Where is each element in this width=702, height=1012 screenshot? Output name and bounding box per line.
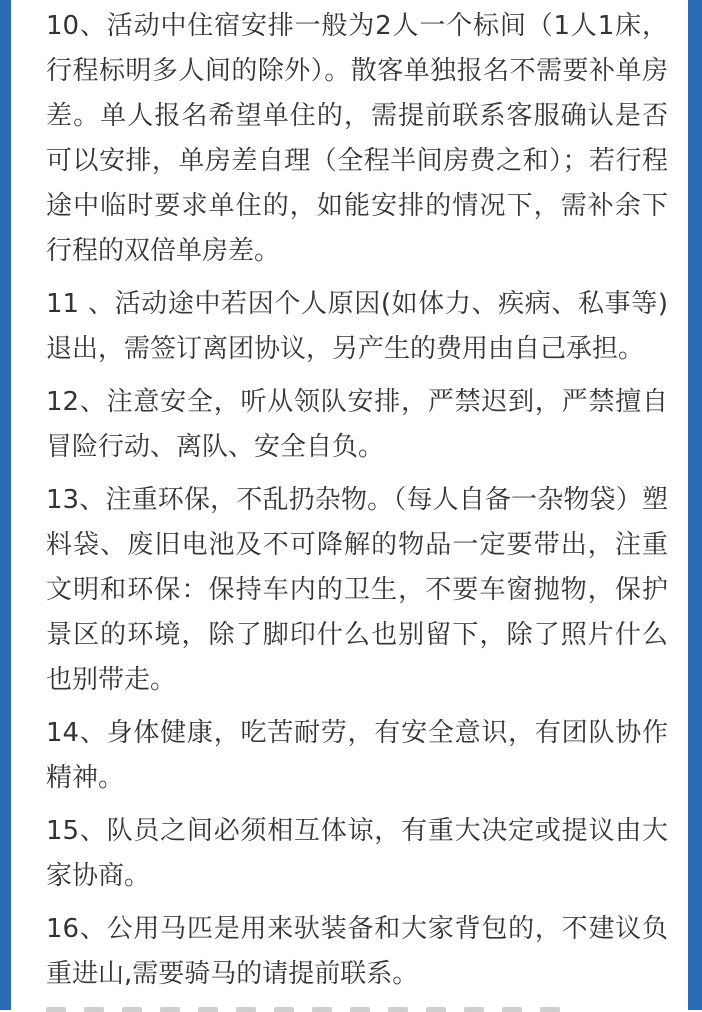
notice-text: 活动中住宿安排一般为2人一个标间（1人1床，行程标明多人间的除外）。散客单独报名不需要补单房差。单人报名希望单住的，需提前联系客服确认是否可以安排，单房差自理（全程半间房费之和）；若行程途中临时要求单住的，如能安排的情况下，需补余下行程的双倍单房差。 [46, 11, 668, 266]
notice-item-15 [46, 809, 668, 899]
notice-item-16 [46, 907, 668, 997]
notice-number: 16、 [46, 914, 107, 944]
notice-number: 12、 [46, 387, 107, 417]
notice-text: 注重环保，不乱扔杂物。（每人自备一杂物袋）塑料袋、废旧电池及不可降解的物品一定要带出，注重文明和环保：保持车内的卫生，不要车窗抛物，保护景区的环境，除了脚印什么也别留下，除了照片什么也别带走。 [46, 485, 668, 695]
notice-text: 身体健康，吃苦耐劳，有安全意识，有团队协作精神。 [46, 718, 668, 793]
notice-item-13 [46, 478, 668, 703]
notice-item-10 [46, 4, 668, 274]
right-blue-border [688, 0, 702, 1010]
left-blue-border [0, 0, 11, 1010]
cut-off-next-line [46, 1000, 606, 1012]
notice-number: 15、 [46, 816, 107, 846]
notice-text: 队员之间必须相互体谅，有重大决定或提议由大家协商。 [46, 816, 668, 891]
notice-number: 11 、 [46, 289, 115, 319]
notice-number: 14、 [46, 718, 107, 748]
notice-item-11 [46, 282, 668, 372]
notice-text: 公用马匹是用来驮装备和大家背包的，不建议负重进山,需要骑马的请提前联系。 [46, 914, 668, 989]
notice-item-12 [46, 380, 668, 470]
notice-text: 注意安全，听从领队安排，严禁迟到，严禁擅自冒险行动、离队、安全自负。 [46, 387, 668, 462]
notice-number: 13、 [46, 485, 106, 515]
notice-number: 10、 [46, 11, 107, 41]
notice-list [46, 4, 668, 1005]
notice-text: 活动途中若因个人原因(如体力、疾病、私事等)退出，需签订离团协议，另产生的费用由自己承担。 [46, 289, 668, 364]
notice-item-14 [46, 711, 668, 801]
